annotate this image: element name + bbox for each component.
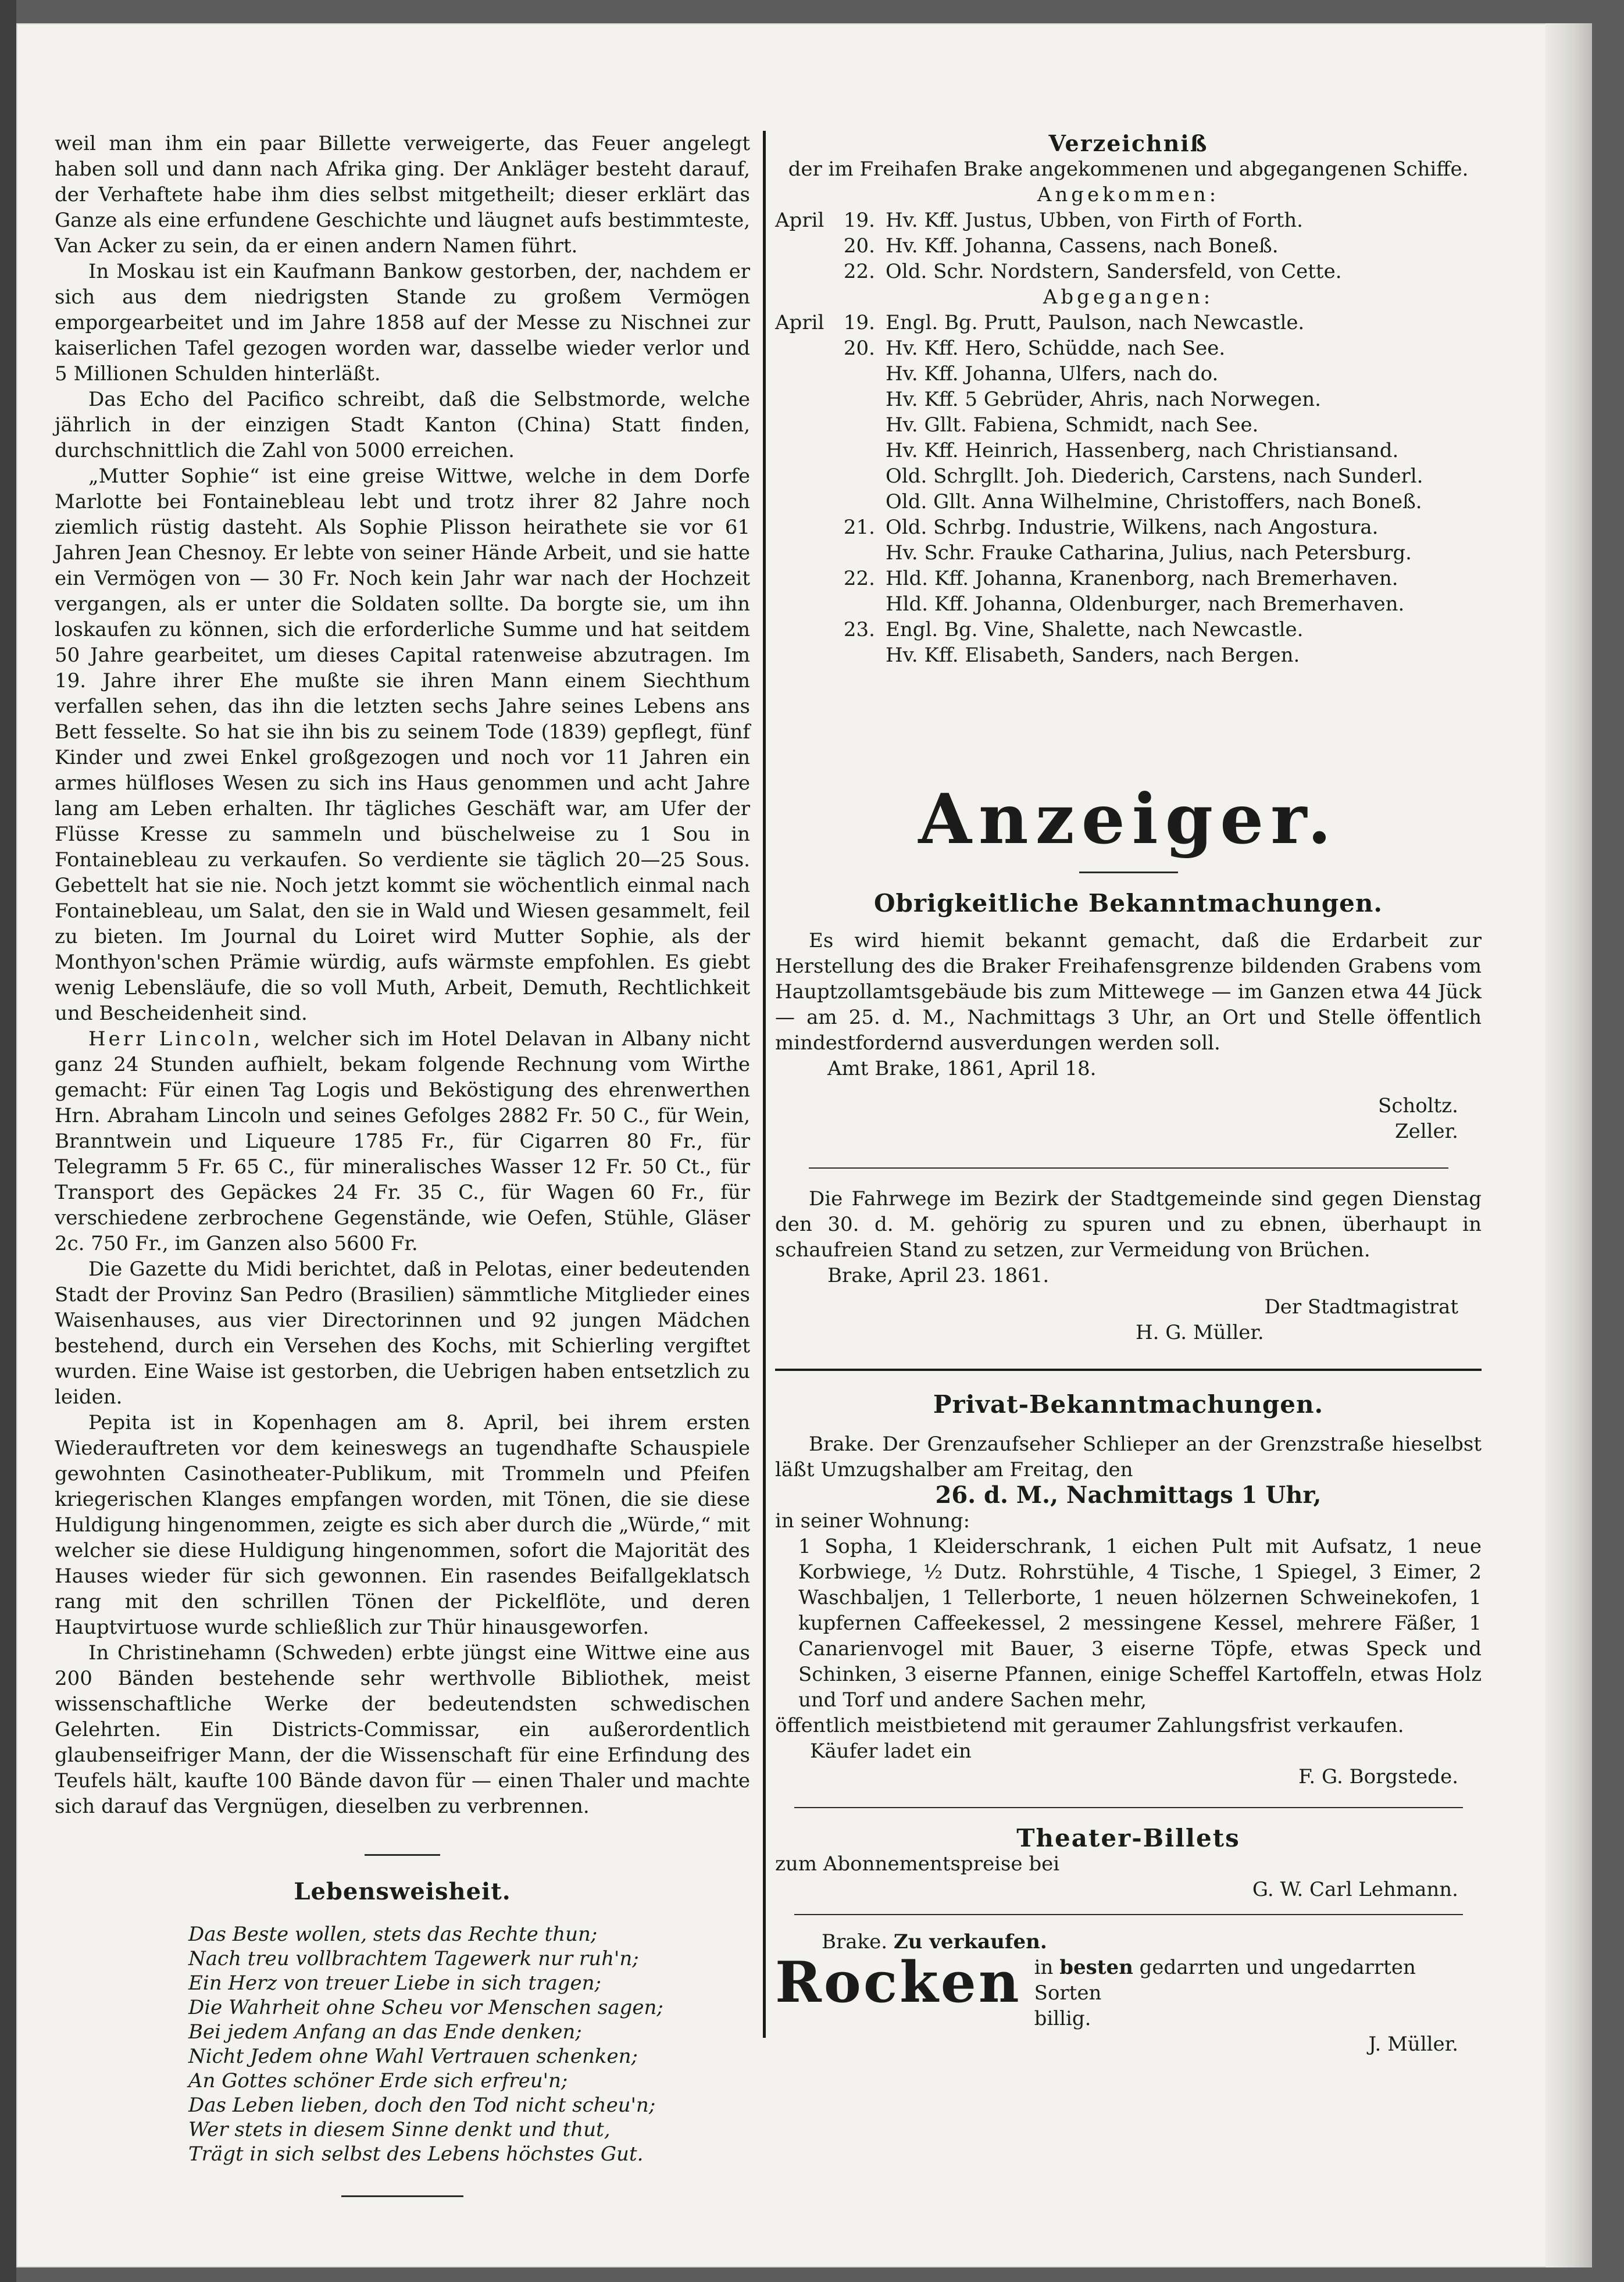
notice-excavation-date: Amt Brake, 1861, April 18. <box>827 1057 1097 1080</box>
ship-row: Old. Schrgllt. Joh. Diederich, Carstens, nach Sunderl. <box>886 465 1423 488</box>
newspaper-page <box>16 23 1592 2267</box>
signature-stadtmagistrat: Der Stadtmagistrat <box>1264 1295 1458 1319</box>
signature-scholtz: Scholtz. <box>1378 1094 1458 1117</box>
notice-roads-date: Brake, April 23. 1861. <box>827 1264 1050 1287</box>
ship-row: 22. Old. Schr. Nordstern, Sandersfeld, von Cette. <box>843 260 1342 283</box>
poem-line: Trägt in sich selbst des Lebens höchstes Gut. <box>188 2142 644 2166</box>
ship-row: Hv. Kff. 5 Gebrüder, Ahris, nach Norwegen. <box>886 388 1321 411</box>
poem-line: An Gottes schöner Erde sich erfreu'n; <box>188 2069 568 2092</box>
notice-roads: Die Fahrwege im Bezirk der Stadtgemeinde sind gegen Dienstag den 30. d. M. gehörig zu spuren und zu ebnen, überhaupt in schaufreien Stand zu setzen, zur Vermeidung von Brüchen. <box>775 1187 1482 1262</box>
ship-register-title: Verzeichniß <box>1048 130 1208 156</box>
theater-tickets-title: Theater-Billets <box>1016 1824 1240 1852</box>
poem-line: Nach treu vollbrachtem Tagewerk nur ruh'n; <box>188 1947 639 1970</box>
ship-row: Hv. Gllt. Fabiena, Schmidt, nach See. <box>886 413 1259 437</box>
poem-line: Nicht Jedem ohne Wahl Vertrauen schenken; <box>188 2045 638 2068</box>
auction-date: 26. d. M., Nachmittags 1 Uhr, <box>935 1481 1322 1509</box>
signature-zeller: Zeller. <box>1395 1120 1458 1143</box>
poem-line: Das Leben lieben, doch den Tod nicht scheu'n; <box>188 2094 656 2117</box>
sale-title: Zu verkaufen. <box>893 1930 1047 1954</box>
rocken-headline: Rocken <box>775 1949 1022 2015</box>
right-column <box>775 131 1482 2057</box>
auction-place: in seiner Wohnung: <box>775 1509 970 1533</box>
signature-lehmann: G. W. Carl Lehmann. <box>1252 1878 1458 1901</box>
left-column <box>55 131 750 2197</box>
ship-row: 23. Engl. Bg. Vine, Shalette, nach Newcastle. <box>843 618 1304 641</box>
auction-terms: öffentlich meistbietend mit geraumer Zahlungsfrist verkaufen. <box>775 1714 1404 1737</box>
article-moscow: In Moskau ist ein Kaufmann Bankow gestorben, der, nachdem er sich aus dem niedrigsten Stande zu großem Vermögen emporgearbeitet und im Jahre 1858 auf der Messe zu Nischnei zur kaiserlichen Tafel gezogen worden war, dasselbe wieder verlor und 5 Millionen Schulden hinterläßt. <box>55 260 750 385</box>
article-pelotas: Die Gazette du Midi berichtet, daß in Pelotas, einer bedeutenden Stadt der Provinz San Pedro (Brasilien) sämmtliche Mitglieder eines Waisenhauses, aus vier Directorinnen und 92 jungen Mädchen bestehend, durch ein Versehen des Kochs, mit Schierling vergiftet wurden. Eine Waise ist gestorben, die Uebrigen haben entsetzlich zu leiden. <box>55 1258 750 1409</box>
lincoln-name: Herr Lincoln, <box>88 1027 263 1051</box>
arrived-list <box>775 208 1482 284</box>
ship-row: 22. Hld. Kff. Johanna, Kranenborg, nach Bremerhaven. <box>843 567 1398 590</box>
auction-items: 1 Sopha, 1 Kleiderschrank, 1 eichen Pult mit Aufsatz, 1 neue Korbwiege, ½ Dutz. Rohrstühle, 4 Tische, 1 Spiegel, 3 Eimer, 2 Waschbaljen, 1 Tellerborte, 1 neuen hölzernen Schweinekofen, 1 kupfernen Caffeekessel, 2 messingene Kessel, mehrere Fäßer, 1 Canarienvogel mit Bauer, 3 eiserne Töpfe, etwas Speck und Schinken, 3 eiserne Pfannen, einige Scheffel Kartoffeln, etwas Holz und Torf und andere Sachen mehr, <box>798 1535 1482 1712</box>
notice-excavation: Es wird hiemit bekannt gemacht, daß die Erdarbeit zur Herstellung des die Braker Freihafensgrenze bildenden Grabens vom Hauptzollamtsgebäude bis zum Mittewege — im Ganzen etwa 44 Jück — am 25. d. M., Nachmittags 3 Uhr, an Ort und Stelle öffentlich mindestfordernd ausverdungen werden soll. <box>775 929 1482 1055</box>
scan-border <box>0 0 16 2282</box>
private-notices-heading: Privat-Bekanntmachungen. <box>933 1390 1324 1419</box>
rocken-text: in besten gedarrten und ungedarrten Sorten billig. <box>1034 1956 1416 2030</box>
poem-line: Ein Herz von treuer Liebe in sich tragen; <box>188 1972 601 1995</box>
ship-row: Hld. Kff. Johanna, Oldenburger, nach Bremerhaven. <box>886 592 1405 616</box>
signature-borgstede: F. G. Borgstede. <box>1298 1765 1458 1788</box>
section-title-anzeiger: Anzeiger. <box>918 778 1339 859</box>
lincoln-text: welcher sich im Hotel Delavan in Albany nicht ganz 24 Stunden aufhielt, bekam folgende Rechnung vom Wirthe gemacht: Für einen Tag Logis und Beköstigung des ehrenwerthen Hrn. Abraham Lincoln und seines Gefolges 2882 Fr. 50 C., für Wein, Branntwein und Liqueure 1785 Fr., für Cigarren 80 Fr., für Telegramm 5 Fr. 65 C., für mineralisches Wasser 12 Fr. 50 Ct., für Transport des Gepäckes 24 Fr. 35 C., für Wagen 60 Fr., für verschiedene zerbrochene Gegenstände, wie Oefen, Stühle, Gläser 2c. 750 Fr., im Ganzen also 5600 Fr. <box>55 1027 750 1255</box>
column-rule <box>763 131 766 2038</box>
ship-row: Hv. Schr. Frauke Catharina, Julius, nach Petersburg. <box>886 541 1412 565</box>
departed-list <box>775 310 1482 668</box>
article-canton: Das Echo del Pacifico schreibt, daß die Selbstmorde, welche jährlich in der einzigen Stadt Kanton (China) Statt finden, durchschnittlich die Zahl von 5000 erreichen. <box>55 388 750 462</box>
poem <box>188 1922 750 2166</box>
departed-label: Abgegangen: <box>1043 285 1214 309</box>
ship-row: 21. Old. Schrbg. Industrie, Wilkens, nach Angostura. <box>843 516 1379 539</box>
article-fire: weil man ihm ein paar Billette verweigerte, das Feuer angelegt haben soll und dann nach Afrika ging. Der Ankläger besteht darauf, der Verhaftete habe ihm dies selbst mitgetheilt; dieser erklärt das Ganze als eine erfundene Geschichte und läugnet aufs bestimmteste, Van Acker zu sein, da er einen andern Namen führt. <box>55 132 750 258</box>
article-mutter-sophie: „Mutter Sophie“ ist eine greise Wittwe, welche in dem Dorfe Marlotte bei Fontainebleau lebt und trotz ihrer 82 Jahre noch ziemlich rüstig dasteht. Als Sophie Plisson heirathete sie vor 61 Jahren Jean Chesnoy. Er lebte von seiner Hände Arbeit, und sie hatte ein Vermögen von — 30 Fr. Noch kein Jahr war nach der Hochzeit vergangen, als er unter die Soldaten sollte. Da borgte sie, um ihn loskaufen zu können, sich die erforderliche Summe und hat seitdem 50 Jahre gearbeitet, um dieses Capital ratenweise abzutragen. Im 19. Jahre ihrer Ehe mußte sie ihren Mann einem Siechthum verfallen sehen, das ihn die letzten sechs Jahre seines Lebens ans Bett fesselte. So hat sie ihn bis zu seinem Tode (1839) gepflegt, fünf Kinder und zwei Enkel großgezogen und noch vor 11 Jahren ein armes hülfloses Wesen zu sich ins Haus genommen und acht Jahre lang am Leben erhalten. Ihr tägliches Geschäft war, am Ufer der Flüsse Kresse zu sammeln und büschelweise zu 1 Sou in Fontainebleau zu verkaufen. So verdiente sie täglich 20—25 Sous. Gebettelt hat sie nie. Noch jetzt kommt sie wöchentlich einmal nach Fontainebleau, um Salat, den sie in Wald und Wiesen gesammelt, feil zu bieten. Im Journal du Loiret wird Mutter Sophie, als der Monthyon'schen Prämie würdig, aufs wärmste empfohlen. Es giebt wenig Lebensläufe, die so voll Muth, Arbeit, Demuth, Rechtlichkeit und Bescheidenheit sind. <box>55 465 750 1025</box>
ship-register-subtitle: der im Freihafen Brake angekommenen und abgegangenen Schiffe. <box>788 158 1469 181</box>
poem-line: Das Beste wollen, stets das Rechte thun; <box>188 1923 598 1946</box>
ship-row: Old. Gllt. Anna Wilhelmine, Christoffers, nach Boneß. <box>886 490 1422 513</box>
ship-row: 20. Hv. Kff. Johanna, Cassens, nach Boneß. <box>843 234 1279 258</box>
article-pepita: Pepita ist in Kopenhagen am 8. April, bei ihrem ersten Wiederauftreten vor dem keineswegs an tugendhafte Schauspiele gewohnten Casinotheater-Publikum, mit Trommeln und Pfeifen kriegerischen Klanges empfangen worden, mit Tönen, die sie diese Huldigung hingenommen, zeigte es sich aber durch die „Würde,“ mit welcher sie diese Huldigung hingenommen, sofort die Majorität des Hauses wieder für sich gewonnen. Ein rasendes Beifallgeklatsch rang mit den schrillen Tönen der Pickelflöte, und deren Hauptvirtuose wurde schließlich zur Thür hinausgeworfen. <box>55 1411 750 1639</box>
ship-row: Hv. Kff. Elisabeth, Sanders, nach Bergen. <box>886 644 1300 667</box>
article-lincoln <box>55 1026 750 1256</box>
poem-line: Wer stets in diesem Sinne denkt und thut, <box>188 2118 611 2141</box>
poem-line: Die Wahrheit ohne Scheu vor Menschen sagen; <box>188 1996 663 2019</box>
theater-tickets-line: zum Abonnementspreise bei <box>775 1852 1060 1876</box>
poem-title: Lebensweisheit. <box>294 1878 511 1905</box>
auction-intro: Brake. Der Grenzaufseher Schlieper an der Grenzstraße hieselbst läßt Umzugshalber am Freitag, den <box>775 1433 1482 1481</box>
signature-j-mueller: J. Müller. <box>1368 2033 1458 2056</box>
ship-row: 20. Hv. Kff. Hero, Schüdde, nach See. <box>843 337 1226 360</box>
article-christinehamn: In Christinehamn (Schweden) erbte jüngst eine Wittwe eine aus 200 Bänden bestehende sehr werthvolle Bibliothek, meist wissenschaftliche Werke der bedeutendsten schwedischen Gelehrten. Ein Districts-Commissar, ein außerordentlich glaubenseifriger Mann, der die Wissenschaft für eine Erfindung des Teufels hält, kaufte 100 Bände davon für — einen Thaler und machte sich darauf das Vergnügen, dieselben zu verbrennen. <box>55 1641 750 1818</box>
signature-mueller: H. G. Müller. <box>1136 1321 1264 1344</box>
page-spine-shadow <box>1546 23 1592 2267</box>
sale-place: Brake. <box>822 1930 888 1954</box>
arrived-label: Angekommen: <box>1037 183 1220 206</box>
official-notices-heading: Obrigkeitliche Bekanntmachungen. <box>873 889 1383 917</box>
ship-row: April 19. Hv. Kff. Justus, Ubben, von Firth of Forth. <box>775 209 1303 232</box>
divider <box>341 2195 463 2197</box>
ship-row: Hv. Kff. Heinrich, Hassenberg, nach Christiansand. <box>886 439 1399 462</box>
ship-row: Hv. Kff. Johanna, Ulfers, nach do. <box>886 362 1219 385</box>
auction-buyers: Käufer ladet ein <box>810 1740 972 1763</box>
poem-line: Bei jedem Anfang an das Ende denken; <box>188 2020 582 2044</box>
ship-row: April 19. Engl. Bg. Prutt, Paulson, nach Newcastle. <box>775 311 1305 334</box>
rocken-ad <box>775 1949 1482 2031</box>
